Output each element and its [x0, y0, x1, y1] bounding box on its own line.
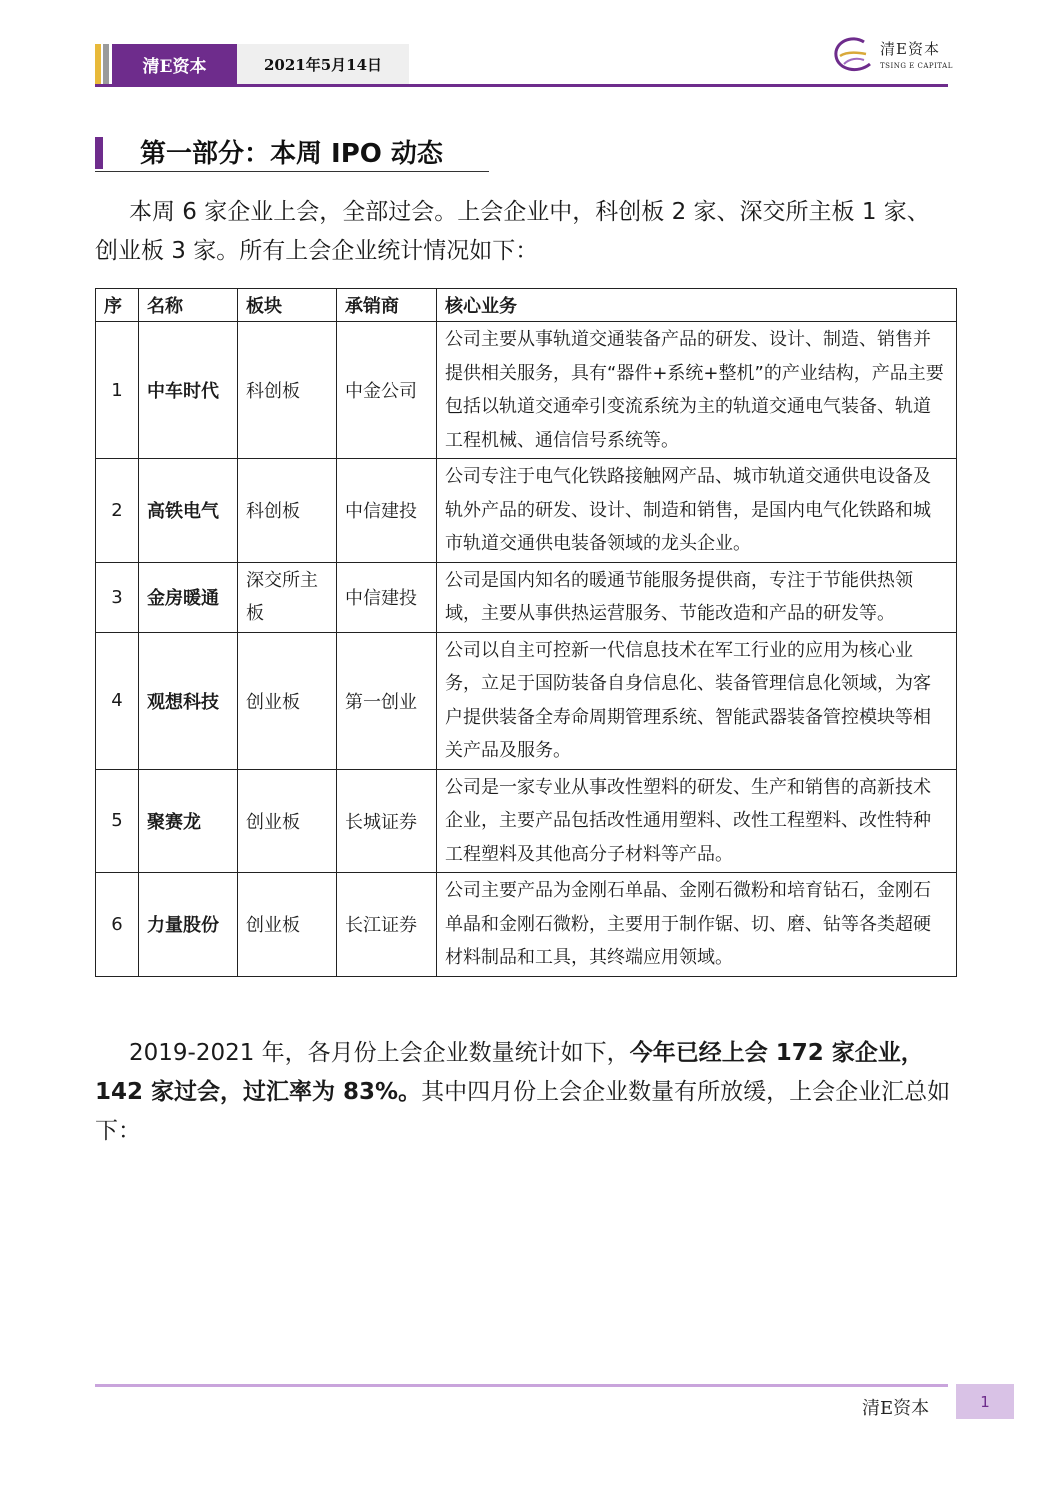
summary-paragraph: [95, 1034, 951, 1151]
cell-company: 高铁电气: [139, 459, 238, 563]
page-number: 1: [956, 1384, 1014, 1419]
cell-index: 6: [96, 873, 139, 977]
cell-underwriter: 中信建投: [337, 562, 437, 632]
cell-business: 公司是一家专业从事改性塑料的研发、生产和销售的高新技术企业，主要产品包括改性通用塑料、改性工程塑料、改性特种工程塑料及其他高分子材料等产品。: [437, 769, 957, 873]
table-row: [96, 459, 957, 563]
header-underwriter: 承销商: [337, 289, 437, 322]
cell-index: 2: [96, 459, 139, 563]
cell-company: 聚赛龙: [139, 769, 238, 873]
logo-text: 清E资本: [880, 40, 940, 58]
header-name: 名称: [139, 289, 238, 322]
cell-index: 1: [96, 322, 139, 459]
section-title: 第一部分：本周 IPO 动态: [140, 139, 443, 169]
cell-board: 科创板: [238, 322, 337, 459]
summary-text-3: 其中四月份上会企业数量有所放缓，上会企业汇总如下：: [95, 1079, 951, 1144]
table-row: [96, 322, 957, 459]
header-board: 板块: [238, 289, 337, 322]
cell-company: 金房暖通: [139, 562, 238, 632]
section-marker: [95, 137, 103, 169]
cell-index: 4: [96, 632, 139, 769]
header-index: 序: [96, 289, 139, 322]
cell-business: 公司主要从事轨道交通装备产品的研发、设计、制造、销售并提供相关服务，具有“器件+系统+整机”的产业结构，产品主要包括以轨道交通牵引变流系统为主的轨道交通电气装备、轨道工程机械、通信信号系统等。: [437, 322, 957, 459]
header-accent-gray: [103, 44, 109, 84]
cell-business: 公司以自主可控新一代信息技术在军工行业的应用为核心业务，立足于国防装备自身信息化、装备管理信息化领域，为客户提供装备全寿命周期管理系统、智能武器装备管控模块等相关产品及服务。: [437, 632, 957, 769]
header-brand: 清E资本: [112, 44, 237, 84]
table-row: [96, 632, 957, 769]
cell-board: 科创板: [238, 459, 337, 563]
cell-board: 创业板: [238, 769, 337, 873]
cell-business: 公司专注于电气化铁路接触网产品、城市轨道交通供电设备及轨外产品的研发、设计、制造和销售，是国内电气化铁路和城市轨道交通供电装备领域的龙头企业。: [437, 459, 957, 563]
header-divider: [95, 84, 948, 87]
footer-divider: [95, 1384, 948, 1387]
cell-underwriter: 第一创业: [337, 632, 437, 769]
cell-company: 力量股份: [139, 873, 238, 977]
cell-business: 公司主要产品为金刚石单晶、金刚石微粉和培育钻石，金刚石单晶和金刚石微粉，主要用于制作锯、切、磨、钻等各类超硬材料制品和工具，其终端应用领域。: [437, 873, 957, 977]
header-accent-yellow: [95, 44, 101, 84]
summary-highlight: 今年已经上会 172 家企业，142 家过会，过汇率为 83%。: [95, 1040, 924, 1105]
cell-underwriter: 中信建投: [337, 459, 437, 563]
section-underline: [95, 171, 489, 172]
cell-company: 观想科技: [139, 632, 238, 769]
cell-company: 中车时代: [139, 322, 238, 459]
ipo-table: [95, 288, 957, 977]
cell-index: 5: [96, 769, 139, 873]
table-row: [96, 562, 957, 632]
intro-paragraph: [95, 193, 951, 271]
cell-business: 公司是国内知名的暖通节能服务提供商，专注于节能供热领域，主要从事供热运营服务、节能改造和产品的研发等。: [437, 562, 957, 632]
intro-text: 本周 6 家企业上会，全部过会。上会企业中，科创板 2 家、深交所主板 1 家、创业板 3 家。所有上会企业统计情况如下：: [95, 199, 930, 264]
cell-underwriter: 长城证券: [337, 769, 437, 873]
header-business: 核心业务: [437, 289, 957, 322]
cell-index: 3: [96, 562, 139, 632]
cell-underwriter: 长江证券: [337, 873, 437, 977]
header-date: 2021年5月14日: [237, 44, 409, 84]
table-header-row: [96, 289, 957, 322]
cell-board: 创业板: [238, 632, 337, 769]
table-row: [96, 873, 957, 977]
cell-board: 创业板: [238, 873, 337, 977]
footer-brand: 清E资本: [862, 1398, 930, 1419]
table-row: [96, 769, 957, 873]
cell-board: 深交所主板: [238, 562, 337, 632]
summary-text-1: 2019-2021 年，各月份上会企业数量统计如下，: [129, 1040, 630, 1066]
cell-underwriter: 中金公司: [337, 322, 437, 459]
logo-subtitle: TSING E CAPITAL: [880, 62, 953, 70]
